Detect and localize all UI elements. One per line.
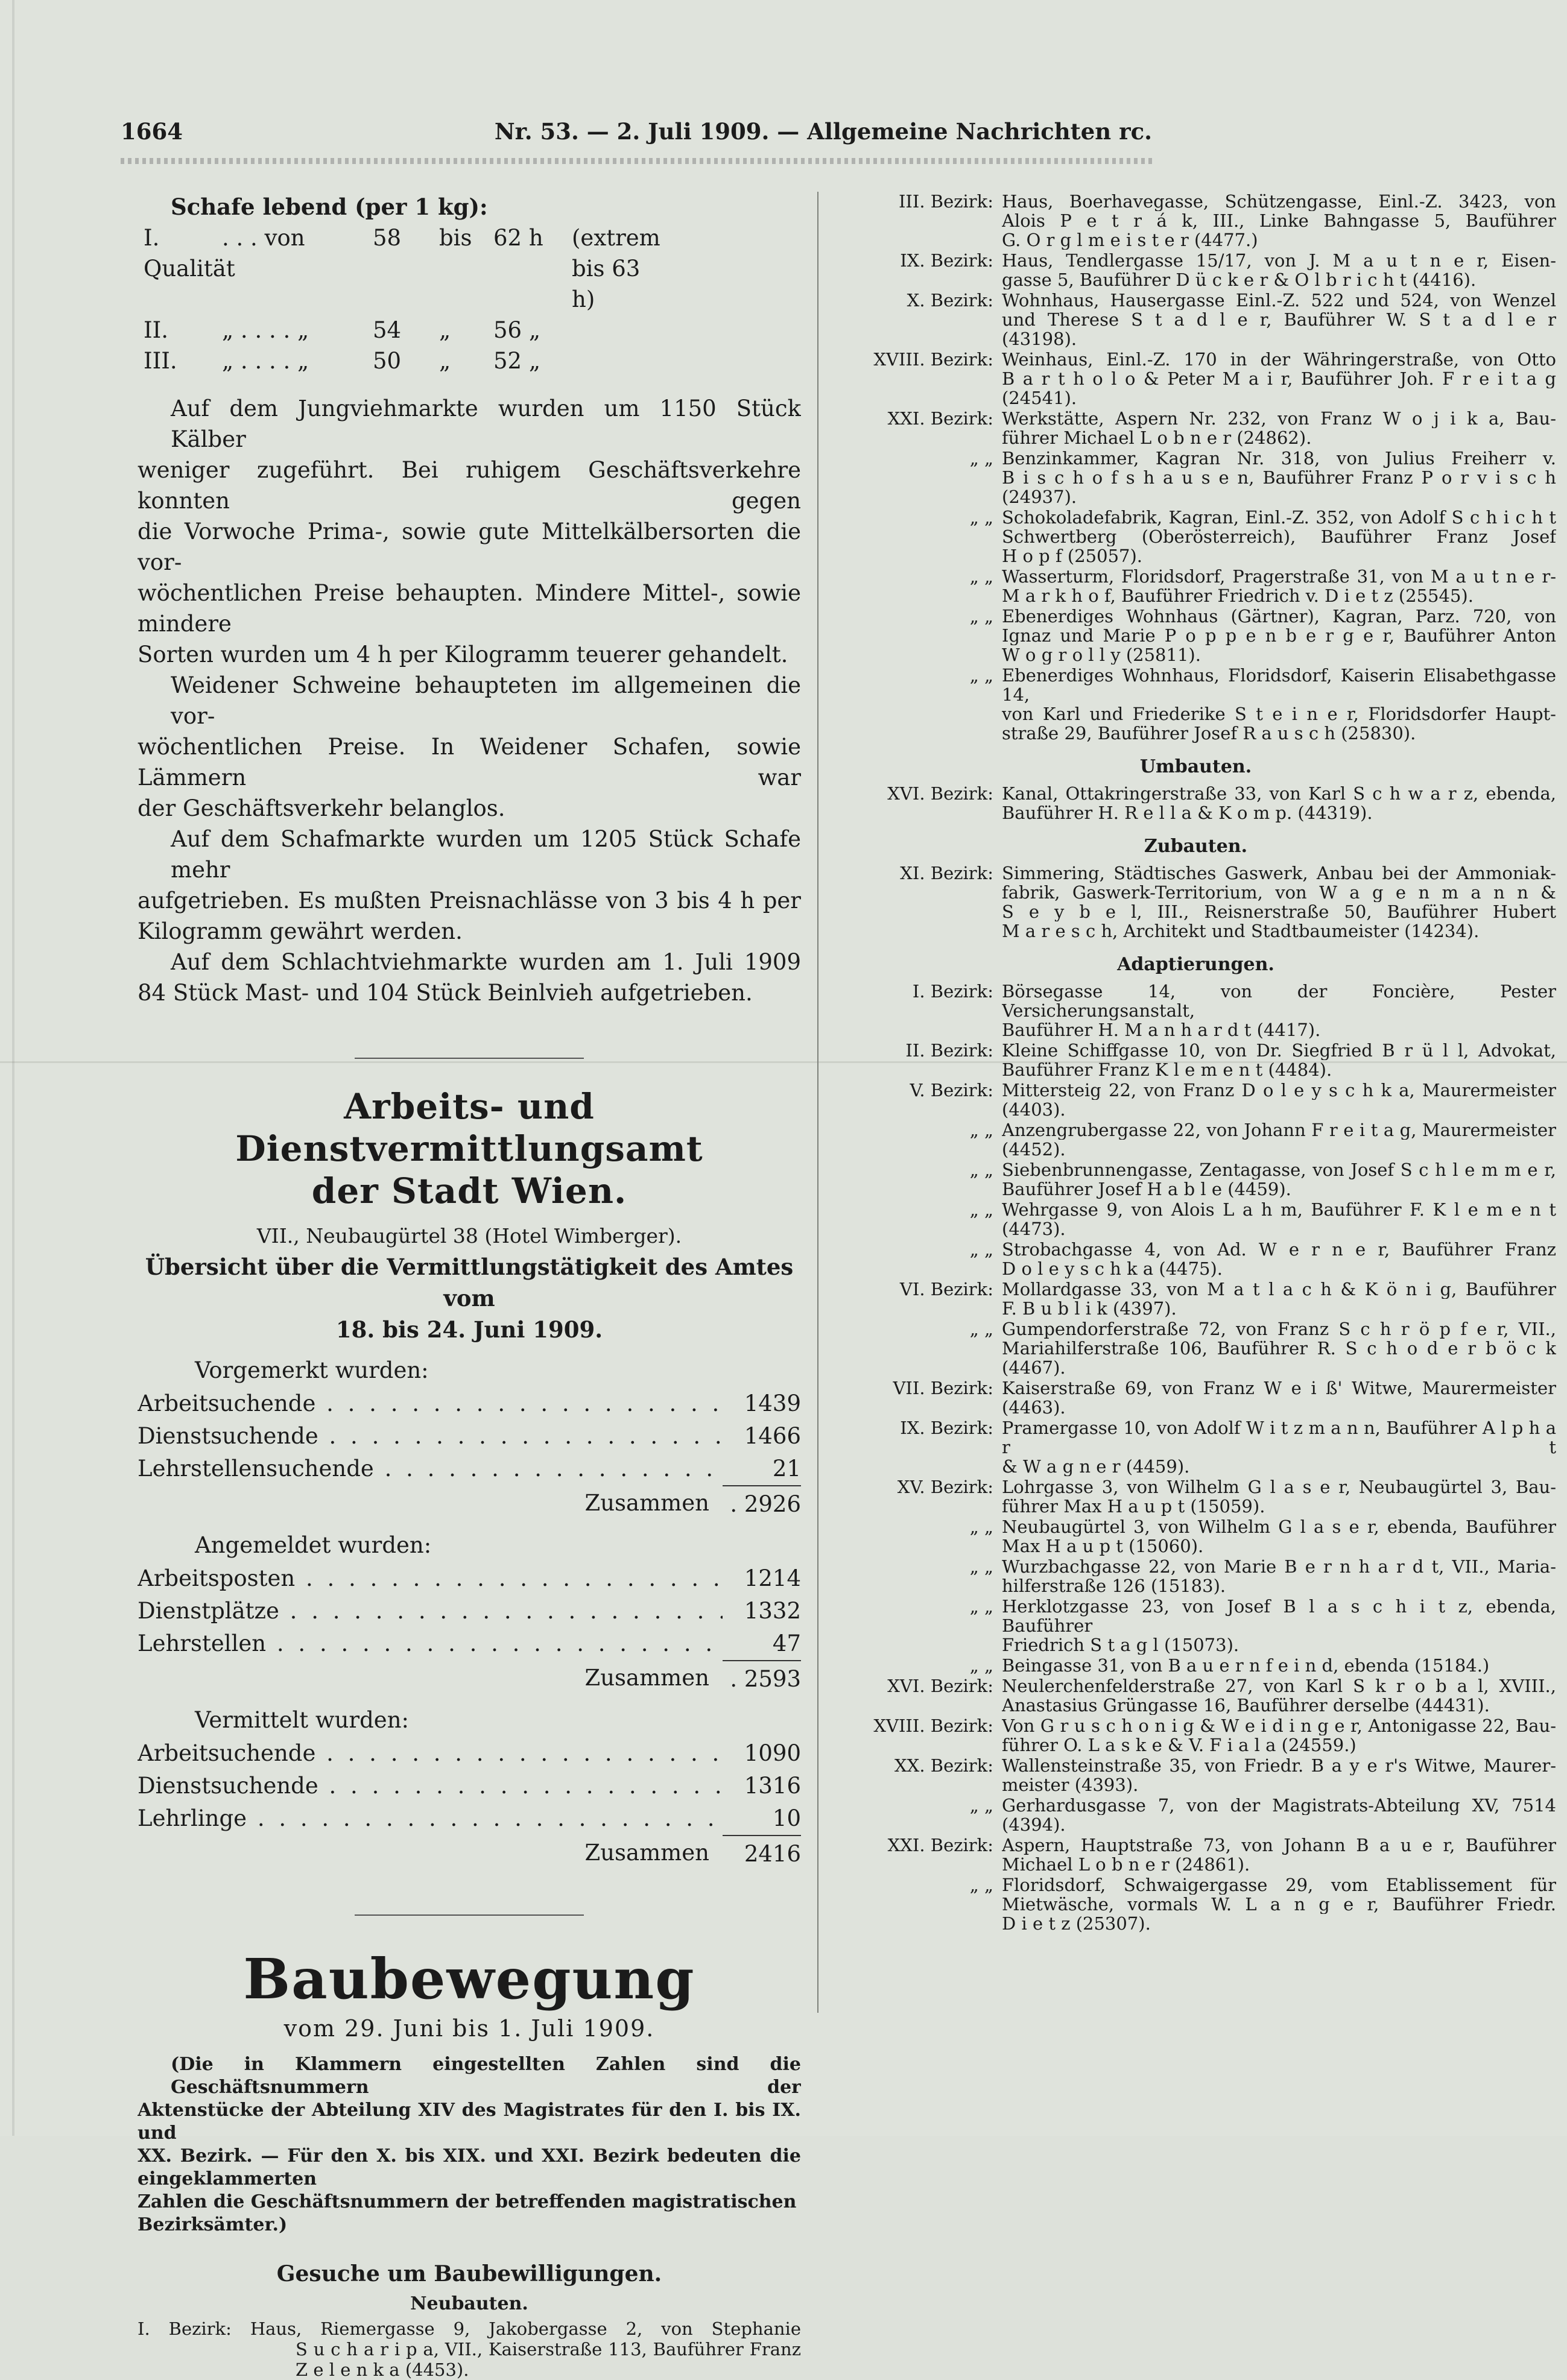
entry-line: Friedrich S t a g l (15073). [1002,1635,1239,1655]
bezirk-label: „ „ [969,1655,993,1676]
bezirk-label: „ „ [969,1517,993,1537]
entry-line: F. B u b l i k (4397). [1002,1299,1177,1318]
entry-line: Pramergasse 10, von Adolf W i t z m a n n, Bauführer A l p h a r t [1002,1418,1556,1457]
entry-text [1002,508,1556,566]
amt-title-line-2: der Stadt Wien. [311,1170,627,1211]
stat-row [138,1562,801,1595]
entry-text [1002,1557,1556,1596]
bau-entry [835,1477,1556,1516]
umbauten-heading: Umbauten. [1139,756,1252,777]
entry-line: Mittersteig 22, von Franz D o l e y s c h k a, Maurermeister [1002,1081,1556,1100]
page-number: 1664 [121,118,183,145]
schafe-cell: I. Qualität [144,225,235,282]
group-heading: Angemeldet wurden: [195,1532,432,1558]
entry-line: Ebenerdiges Wohnhaus (Gärtner), Kagran, Parz. 720, von [1002,607,1556,626]
paragraph-line: Auf dem Jungviehmarkte wurden um 1150 Stück Kälber [171,396,801,452]
bezirk-label: XI. Bezirk: [900,863,993,883]
stat-label: Arbeitsuchende . . . [138,1737,723,1770]
entry-line: H o p f (25057). [1002,546,1143,566]
entry-line: Herklotzgasse 23, von Josef B l a s c h i t z, ebenda, Bauführer [1002,1597,1556,1635]
bezirk-label: „ „ [969,1319,993,1339]
bezirk-label: XV. Bezirk: [897,1477,993,1497]
bezirk-label: II. Bezirk: [905,1040,993,1061]
header-title: Nr. 53. — 2. Juli 1909. — Allgemeine Nachrichten rc. [494,118,1152,145]
entry-line: Werkstätte, Aspern Nr. 232, von Franz W o j i k a, Bau- [1002,409,1556,428]
group-total [138,1835,801,1872]
total-label: Zusammen [584,1490,709,1516]
entry-text [1002,1378,1556,1417]
entry-line: Schwertberg (Oberösterreich), Bauführer Franz Josef [1002,527,1556,546]
schafe-cell: 58 [373,225,402,251]
note-line: (Die in Klammern eingestellten Zahlen sind die Geschäftsnummern der [171,2054,801,2098]
entry-line: Benzinkammer, Kagran Nr. 318, von Julius Freiherr v. [1002,449,1556,468]
stat-row [138,1802,801,1835]
stat-label: Dienstsuchende . . . [138,1420,723,1453]
stat-label: Dienstplätze . . . [138,1595,723,1627]
entry-text [1002,449,1556,507]
bau-entry [835,350,1556,408]
entry-line: Wehrgasse 9, von Alois L a h m, Bauführer F. K l e m e n t [1002,1200,1556,1219]
entry-line: Gerhardusgasse 7, von der Magistrats-Abteilung XV, 7514 [1002,1796,1556,1815]
bau-entry [835,1041,1556,1079]
entry-line: Wasserturm, Floridsdorf, Pragerstraße 31, von M a u t n e r- [1002,567,1556,586]
entry-line: Mollardgasse 33, von M a t l a c h & K ö n i g, Bauführer [1002,1280,1556,1299]
stat-value: 1439 [744,1390,801,1416]
bezirk-label: „ „ [969,606,993,627]
amt-address: VII., Neubaugürtel 38 (Hotel Wimberger). [256,1224,682,1248]
stat-row [138,1453,801,1485]
entry-line: Wurzbachgasse 22, von Marie B e r n h a r d t, VII., Maria- [1002,1557,1556,1576]
entry-line: (4403). [1002,1100,1066,1119]
schafe-cell: III. [144,348,177,374]
bau-entry [835,508,1556,566]
bau-entry [835,1319,1556,1377]
entry-line: und Therese S t a d l e r, Bauführer W. S t a d l e r [1002,310,1556,329]
bau-entry [835,1280,1556,1318]
bezirk-label: I. Bezirk: [912,981,993,1002]
entry-text [1002,409,1556,447]
paragraph-line: Auf dem Schafmarkte wurden um 1205 Stück Schafe mehr [171,826,801,883]
entry-text [1002,1081,1556,1119]
entry-line: führer O. L a s k e & V. F i a l a (24559.) [1002,1735,1356,1755]
total-value: 2416 [723,1835,801,1872]
paragraph-line: weniger zugeführt. Bei ruhigem Geschäftsverkehre konnten gegen [138,457,801,514]
stat-value: 21 [772,1456,801,1482]
entry-text [1002,350,1556,408]
entry-line: Michael L o b n e r (24861). [1002,1855,1250,1874]
adaptierungen-heading: Adaptierungen. [1117,954,1274,975]
paragraph-line: wöchentlichen Preise behaupten. Mindere Mittel-, sowie mindere [138,580,801,637]
section-rule [355,1914,584,1916]
bau-entry [835,1676,1556,1715]
entry-text [1002,1796,1556,1834]
bezirk-label: IX. Bezirk: [900,250,993,271]
left-column [138,192,801,2380]
bau-entry [835,1240,1556,1278]
entry-line: Börsegasse 14, von der Foncière, Pester Versicherungsanstalt, [1002,982,1556,1020]
zubauten-heading: Zubauten. [1144,836,1248,857]
entry-line: (24937). [1002,487,1077,507]
entry-line: Beingasse 31, von B a u e r n f e i n d, ebenda (15184.) [1002,1656,1490,1675]
stat-value: 1332 [744,1598,801,1624]
baubewegung-date: vom 29. Juni bis 1. Juli 1909. [283,2015,655,2042]
bezirk-label: „ „ [969,1795,993,1816]
entry-line: Gumpendorferstraße 72, von Franz S c h r ö p f e r, VII., [1002,1319,1556,1339]
entry-line: G. O r g l m e i s t e r (4477.) [1002,230,1258,250]
entry-line: Kanal, Ottakringerstraße 33, von Karl S c h w a r z, ebenda, [1002,784,1556,803]
entry-line: (4473). [1002,1219,1066,1239]
entry-line: Anzengrubergasse 22, von Johann F r e i t a g, Maurermeister [1002,1120,1556,1140]
entry-line: Neubaugürtel 3, von Wilhelm G l a s e r, ebenda, Bauführer [1002,1517,1556,1536]
note-line: XX. Bezirk. — Für den X. bis XIX. und XXI. Bezirk bedeuten die eingeklammerten [138,2145,801,2189]
entry-text [1002,666,1556,743]
stat-row [138,1387,801,1420]
entry-line: Aspern, Hauptstraße 73, von Johann B a u e r, Bauführer [1002,1836,1556,1855]
bezirk-label: VII. Bezirk: [893,1378,993,1398]
bau-entry [835,1756,1556,1794]
schafe-heading: Schafe lebend (per 1 kg): [171,194,488,220]
entry-line: S u c h a r i p a, VII., Kaiserstraße 113, Bauführer Franz [296,2339,801,2359]
entry-line: gasse 5, Bauführer D ü c k e r & O l b r i c h t (4416). [1002,270,1477,289]
entry-text [1002,1676,1556,1715]
entry-line: Max H a u p t (15060). [1002,1536,1204,1556]
entry-line: M a r k h o f, Bauführer Friedrich v. D i e t z (25545). [1002,586,1474,605]
section-rule [355,1058,584,1059]
stat-row [138,1595,801,1627]
entry-text [1002,1041,1556,1079]
entry-line: (24541). [1002,388,1077,408]
entry-line: Anastasius Grüngasse 16, Bauführer derselbe (44431). [1002,1696,1490,1715]
entry-text [1002,863,1556,941]
stat-row [138,1627,801,1660]
paragraph-line: Auf dem Schlachtviehmarkte wurden am 1. Juli 1909 [171,949,801,975]
entry-line: & W a g n e r (4459). [1002,1457,1190,1476]
zubauten-list [835,863,1556,941]
bezirk-label: XVI. Bezirk: [887,783,993,804]
entry-line: straße 29, Bauführer Josef R a u s c h (25830). [1002,724,1416,743]
amt-subtitle-line-1: Übersicht über die Vermittlungstätigkeit des Amtes vom [145,1254,794,1312]
schlachtvieh-paragraph [138,947,801,1008]
entry-line: W o g r o l l y (25811). [1002,645,1201,664]
bezirk-label: XVIII. Bezirk: [873,1716,993,1736]
umbauten-list [835,784,1556,822]
entry-text [1002,1875,1556,1933]
entry-line: I. Bezirk: Haus, Riemergasse 9, Jakobergasse 2, von Stephanie [138,2318,801,2339]
stat-value: 1090 [744,1740,801,1766]
entry-line: Wohnhaus, Hausergasse Einl.-Z. 522 und 524, von Wenzel [1002,291,1556,310]
entry-line: Kaiserstraße 69, von Franz W e i ß' Witwe, Maurermeister [1002,1378,1556,1398]
stat-value: 1316 [744,1773,801,1799]
bau-entry [835,567,1556,605]
total-label: Zusammen [584,1840,709,1866]
entry-text [1002,1418,1556,1476]
stat-value: 1466 [744,1423,801,1449]
schafe-cell: . . . von [222,225,305,251]
schafe-cell: II. [144,317,168,343]
bezirk-label: „ „ [969,1160,993,1180]
note-line: Zahlen die Geschäftsnummern der betreffenden magistratischen Bezirksämter.) [138,2191,797,2235]
bau-entry [835,291,1556,349]
entry-text [1002,1756,1556,1794]
entry-text [1002,1836,1556,1874]
group-total [138,1485,801,1523]
schafe-cell: 62 h [493,225,543,251]
entry-line: Simmering, Städtisches Gaswerk, Anbau bei der Ammoniak- [1002,863,1556,883]
entry-line: Weinhaus, Einl.-Z. 170 in der Währingerstraße, von Otto [1002,350,1556,369]
schafe-cell: bis [439,225,472,251]
schafe-cell: 56 „ [493,317,541,343]
bau-entry [835,1796,1556,1834]
entry-text [1002,1319,1556,1377]
bau-entry [835,607,1556,664]
schafe-row [138,223,801,315]
entry-line: Haus, Boerhavegasse, Schützengasse, Einl.-Z. 3423, von [1002,192,1556,211]
entry-line: M a r e s c h, Architekt und Stadtbaumeister (14234). [1002,921,1480,941]
entry-text [1002,1120,1556,1159]
entry-line: Bauführer H. M a n h a r d t (4417). [1002,1020,1321,1040]
entry-line: von Karl und Friederike S t e i n e r, Floridsdorfer Haupt- [1002,704,1556,724]
entry-text [1002,291,1556,349]
bezirk-label: XXI. Bezirk: [887,1835,993,1855]
bau-entry [835,1875,1556,1933]
paragraph-line: Weidener Schweine behaupteten im allgemeinen die vor- [171,672,801,729]
entry-text [1002,1280,1556,1318]
entry-line: (4467). [1002,1358,1066,1377]
bezirk-label: „ „ [969,1120,993,1140]
schafe-cell: 54 [373,317,402,343]
schafe-cell [572,346,650,376]
entry-line: Haus, Tendlergasse 15/17, von J. M a u t n e r, Eisen- [1002,251,1556,270]
entry-text [1002,784,1556,822]
entry-line: Mietwäsche, vormals W. L a n g e r, Bauführer Friedr. [1002,1895,1556,1914]
amt-title-line-1: Arbeits- und Dienstvermittlungsamt [235,1086,703,1169]
paragraph-line: 84 Stück Mast- und 104 Stück Beinlvieh aufgetrieben. [138,980,753,1006]
bezirk-label: XX. Bezirk: [894,1755,993,1776]
entry-line: Bauführer Josef H a b l e (4459). [1002,1179,1291,1199]
schafe-cell: „ [439,348,451,374]
schafe-row [138,315,801,346]
group-heading: Vorgemerkt wurden: [195,1357,429,1383]
bau-entry [835,1656,1556,1675]
bau-entry [835,1160,1556,1199]
entry-text [1002,607,1556,664]
entry-line: Z e l e n k a (4453). [296,2359,469,2380]
bau-entry [835,982,1556,1040]
neubauten-heading: Neubauten. [410,2293,528,2314]
entry-line: Siebenbrunnengasse, Zentagasse, von Josef S c h l e m m e r, [1002,1160,1556,1179]
entry-text [1002,192,1556,250]
schafe-row [138,346,801,376]
stat-label: Arbeitsposten . . . [138,1562,723,1595]
bau-entry [835,666,1556,743]
stat-value: 1214 [744,1565,801,1591]
bau-entry [835,1836,1556,1874]
bau-entry [835,409,1556,447]
running-header [121,118,1152,152]
stat-label: Arbeitsuchende . . . [138,1387,723,1420]
schafe-cell: 50 [373,348,402,374]
entry-line: D i e t z (25307). [1002,1914,1151,1933]
bau-entry [835,1378,1556,1417]
entry-line: Strobachgasse 4, von Ad. W e r n e r, Bauführer Franz [1002,1240,1556,1259]
adaptierungen-list [835,982,1556,1933]
schweine-paragraph [138,670,801,824]
bau-entry [835,449,1556,507]
entry-line: Bauführer H. R e l l a & K o m p. (44319). [1002,803,1373,822]
bezirk-label: „ „ [969,448,993,469]
bezirk-label: „ „ [969,507,993,528]
entry-line: Bauführer Franz K l e m e n t (4484). [1002,1060,1332,1079]
bezirk-label: „ „ [969,1556,993,1577]
bau-entry [835,1120,1556,1159]
entry-line: Mariahilferstraße 106, Bauführer R. S c h o d e r b ö c k [1002,1339,1556,1358]
entry-text [1002,1240,1556,1278]
entry-text [1002,1656,1556,1675]
neubau-entry-first [138,2318,801,2380]
entry-line: Ebenerdiges Wohnhaus, Floridsdorf, Kaiserin Elisabethgasse 14, [1002,666,1556,704]
entry-line: Schokoladefabrik, Kagran, Einl.-Z. 352, von Adolf S c h i c h t [1002,508,1556,527]
stat-label: Lehrlinge . . . [138,1802,723,1835]
bezirk-label: „ „ [969,1199,993,1220]
entry-line: (4463). [1002,1398,1066,1417]
stat-label: Lehrstellen . . . [138,1627,723,1660]
gesuche-heading: Gesuche um Baubewilligungen. [276,2261,662,2287]
schafe-cell: „ [439,317,451,343]
total-value: . 2926 [723,1485,801,1523]
stat-row [138,1737,801,1770]
group-heading: Vermittelt wurden: [195,1707,409,1733]
neubauten-continued [835,192,1556,743]
entry-line: Floridsdorf, Schwaigergasse 29, vom Etablissement für [1002,1875,1556,1895]
entry-line: S e y b e l, III., Reisnerstraße 50, Bauführer Hubert [1002,902,1556,921]
bezirk-label: XVIII. Bezirk: [873,349,993,370]
paragraph-line: der Geschäftsverkehr belanglos. [138,795,505,821]
paragraph-line: Kilogramm gewährt werden. [138,918,463,944]
bau-entry [835,1716,1556,1755]
bezirk-label: IX. Bezirk: [900,1418,993,1438]
stat-label: Lehrstellensuchende . . . [138,1453,723,1485]
entry-line: Von G r u s c h o n i g & W e i d i n g e r, Antonigasse 22, Bau- [1002,1716,1556,1735]
bezirk-label: „ „ [969,1596,993,1617]
bau-entry [835,1597,1556,1655]
page-edge [12,0,14,2136]
baubewegung-title: Baubewegung [243,1946,695,2012]
stat-value: 10 [772,1805,801,1831]
stat-row [138,1420,801,1453]
entry-line: Wallensteinstraße 35, von Friedr. B a y e r's Witwe, Maurer- [1002,1756,1556,1775]
entry-line: führer Michael L o b n e r (24862). [1002,428,1312,447]
bau-entry [835,1418,1556,1476]
entry-line: (4394). [1002,1815,1066,1834]
bau-entry [835,1200,1556,1239]
schafe-cell [572,315,650,346]
entry-text [1002,251,1556,289]
bezirk-label: X. Bezirk: [907,290,993,311]
schafe-cell: 52 „ [493,348,541,374]
entry-line: B a r t h o l o & Peter M a i r, Bauführer Joh. F r e i t a g [1002,369,1556,388]
jungvieh-paragraph [138,393,801,670]
paragraph-line: Sorten wurden um 4 h per Kilogramm teuerer gehandelt. [138,642,788,668]
total-value: . 2593 [723,1660,801,1697]
bezirk-label: „ „ [969,1239,993,1260]
entry-line: Ignaz und Marie P o p p e n b e r g e r, Bauführer Anton [1002,626,1556,645]
bezirk-label: „ „ [969,1875,993,1895]
entry-text [1002,1597,1556,1655]
entry-text [1002,1477,1556,1516]
stat-label: Dienstsuchende . . . [138,1770,723,1802]
bau-entry [835,1517,1556,1556]
bau-entry [835,784,1556,822]
entry-text [1002,1160,1556,1199]
header-rule [121,158,1152,164]
paragraph-line: die Vorwoche Prima-, sowie gute Mittelkälbersorten die vor- [138,519,801,575]
entry-line: B i s c h o f s h a u s e n, Bauführer Franz P o r v i s c h [1002,468,1556,487]
baubewegung-note [138,2053,801,2236]
bau-entry [835,1081,1556,1119]
stat-row [138,1770,801,1802]
bezirk-label: XVI. Bezirk: [887,1676,993,1696]
bezirk-label: „ „ [969,566,993,587]
bau-entry [835,251,1556,289]
entry-line: (43198). [1002,329,1077,349]
bau-entry [835,192,1556,250]
entry-text [1002,982,1556,1040]
entry-line: D o l e y s c h k a (4475). [1002,1259,1223,1278]
bezirk-label: „ „ [969,665,993,686]
entry-text [1002,1517,1556,1556]
total-label: Zusammen [584,1665,709,1691]
entry-line: Kleine Schiffgasse 10, von Dr. Siegfried B r ü l l, Advokat, [1002,1041,1556,1060]
schafe-cell: „ . . . . „ [222,348,309,374]
entry-line: fabrik, Gaswerk-Territorium, von W a g e n m a n n & [1002,883,1556,902]
entry-text [1002,1200,1556,1239]
vermittlung-statistics [138,1354,801,1872]
note-line: Aktenstücke der Abteilung XIV des Magistrates für den I. bis IX. und [138,2100,801,2144]
entry-line: führer Max H a u p t (15059). [1002,1497,1265,1516]
group-total [138,1660,801,1697]
entry-text [1002,567,1556,605]
entry-line: Lohrgasse 3, von Wilhelm G l a s e r, Neubaugürtel 3, Bau- [1002,1477,1556,1497]
bau-entry [835,1557,1556,1596]
schafmarkt-paragraph [138,824,801,947]
stat-value: 47 [772,1630,801,1656]
paragraph-line: aufgetrieben. Es mußten Preisnachlässe von 3 bis 4 h per [138,888,801,914]
paragraph-line: wöchentlichen Preise. In Weidener Schafen, sowie Lämmern war [138,734,801,791]
entry-line: (4452). [1002,1140,1066,1159]
bezirk-label: III. Bezirk: [898,191,993,212]
entry-line: Neulerchenfelderstraße 27, von Karl S k r o b a l, XVIII., [1002,1676,1556,1696]
bezirk-label: VI. Bezirk: [899,1279,993,1299]
schafe-price-table [138,223,801,376]
entry-line: hilferstraße 126 (15183). [1002,1576,1226,1596]
bezirk-label: V. Bezirk: [910,1080,993,1100]
entry-line: meister (4393). [1002,1775,1139,1794]
amt-subtitle-line-2: 18. bis 24. Juni 1909. [335,1316,603,1343]
entry-text [1002,1716,1556,1755]
bezirk-label: XXI. Bezirk: [887,408,993,429]
schafe-cell: „ . . . . „ [222,317,309,343]
right-column [835,192,1556,1934]
column-divider [817,192,818,2013]
schafe-cell: (extrem bis 63 h) [572,225,660,312]
entry-line: Alois P e t r á k, III., Linke Bahngasse 5, Bauführer [1002,211,1556,230]
bau-entry [835,863,1556,941]
